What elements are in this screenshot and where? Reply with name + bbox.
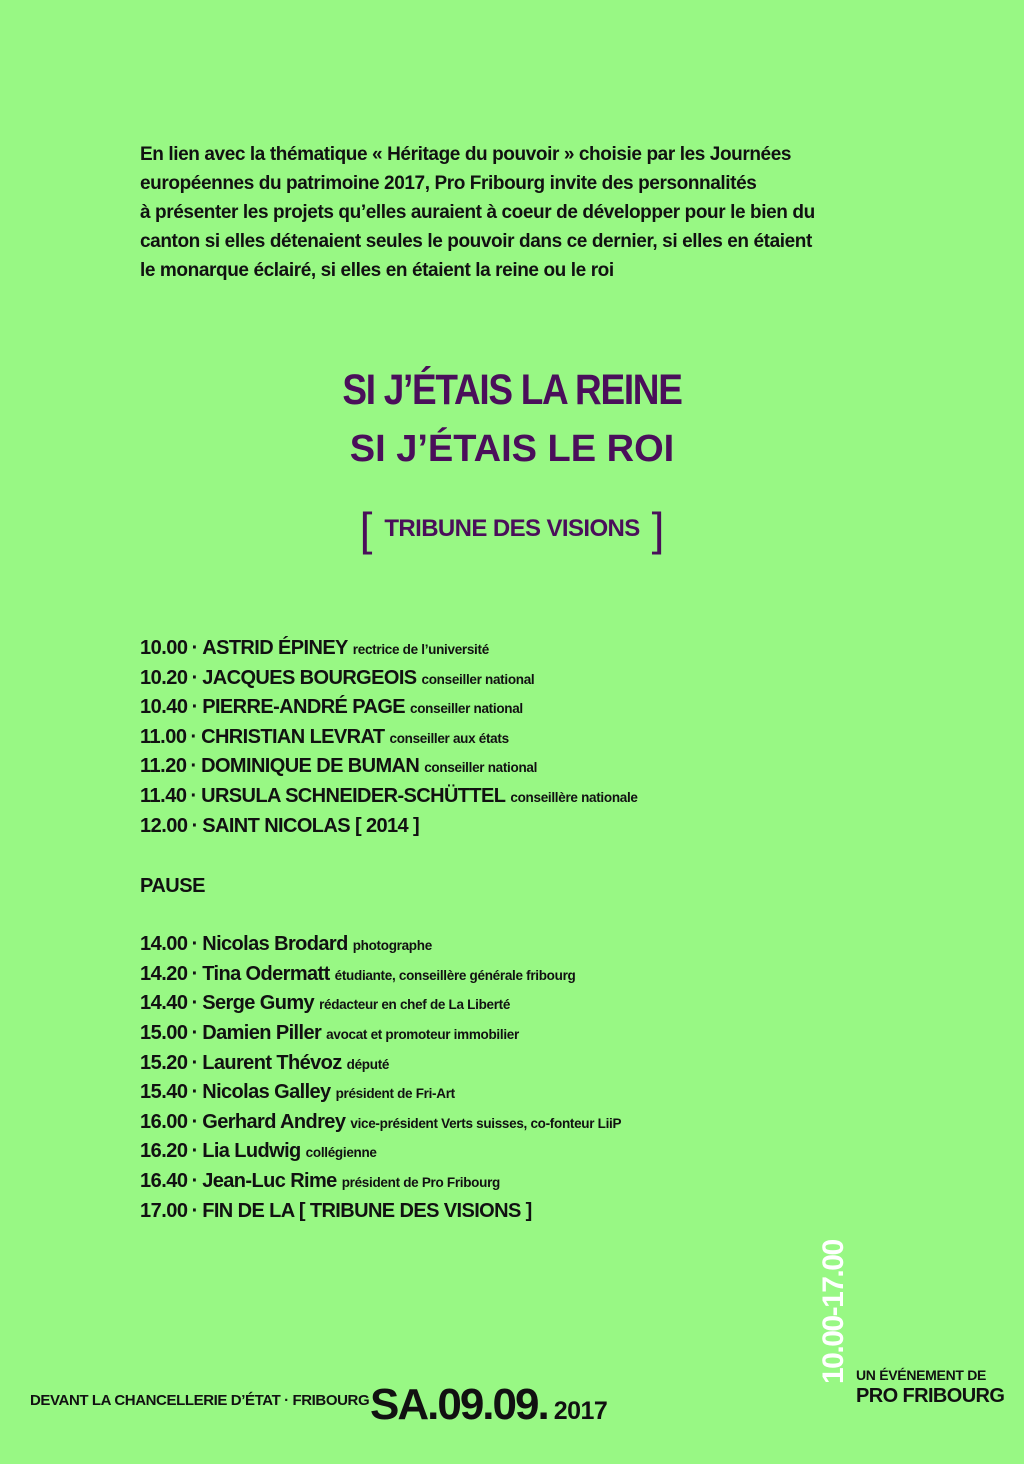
schedule-separator: · (191, 666, 199, 689)
intro-line: à présenter les projets qu’elles auraient à coeur de développer pour le bien du (140, 202, 815, 223)
speaker-role: étudiante, conseillère générale fribourg (334, 967, 576, 983)
schedule-time: 15.40 (140, 1081, 188, 1104)
schedule-time: 10.40 (140, 696, 188, 719)
speaker-name: Laurent Thévoz (202, 1051, 342, 1074)
schedule-separator: · (191, 1199, 199, 1222)
speaker-role: conseillère nationale (510, 789, 638, 805)
schedule-time: 16.20 (140, 1140, 188, 1163)
schedule-row (140, 782, 840, 812)
schedule-separator: · (190, 755, 198, 778)
schedule-separator: · (191, 933, 199, 956)
speaker-name: Jean-Luc Rime (202, 1169, 337, 1192)
intro-line: le monarque éclairé, si elles en étaient la reine ou le roi (140, 260, 614, 281)
speaker-role: conseiller aux états (389, 730, 509, 746)
schedule-time: 11.40 (140, 784, 187, 807)
schedule-row (140, 1108, 840, 1138)
speaker-name: ASTRID ÉPINEY (202, 637, 348, 659)
organizer-intro: UN ÉVÉNEMENT DE (856, 1367, 987, 1383)
schedule-separator: · (191, 962, 199, 985)
schedule-row (140, 1137, 840, 1167)
schedule-time: 14.00 (140, 933, 188, 956)
speaker-name: Damien Piller (202, 1021, 322, 1044)
schedule-separator: · (191, 1051, 199, 1074)
speaker-role: vice-président Verts suisses, co-fonteur LiiP (350, 1115, 622, 1131)
schedule-row (140, 989, 840, 1019)
title-roi: SI J’ÉTAIS LE ROI (349, 428, 675, 470)
schedule-time: 14.40 (140, 992, 188, 1015)
schedule-row (140, 693, 840, 723)
organizer (856, 1366, 1004, 1408)
event-date (370, 1380, 607, 1430)
speaker-name: Tina Odermatt (202, 962, 330, 985)
schedule-row (140, 812, 840, 842)
schedule-row (140, 752, 840, 782)
speaker-name: URSULA SCHNEIDER-SCHÜTTEL (201, 784, 506, 807)
schedule-separator: · (191, 696, 199, 719)
hours-vertical: 10.00-17.00 (817, 1240, 850, 1384)
schedule-row (140, 664, 840, 694)
schedule-row (140, 1197, 840, 1227)
schedule-row (140, 1049, 840, 1079)
intro-line: canton si elles détenaient seules le pouvoir dans ce dernier, si elles en étaient (140, 231, 812, 252)
organizer-name: PRO FRIBOURG (856, 1385, 1005, 1407)
title-reine: SI J’ÉTAIS LA REINE (342, 366, 682, 414)
speaker-role: rectrice de l’université (352, 642, 489, 657)
schedule-time: 16.40 (140, 1169, 188, 1192)
speaker-name: Nicolas Brodard (202, 933, 348, 956)
speaker-role: président de Fri-Art (335, 1086, 455, 1102)
schedule-separator: · (191, 637, 199, 659)
location-label: DEVANT LA CHANCELLERIE D’ÉTAT · FRIBOURG (30, 1392, 370, 1409)
schedule-time: 11.20 (140, 755, 187, 778)
schedule-time: 17.00 (140, 1199, 188, 1222)
schedule-row (140, 723, 840, 753)
schedule-row (140, 1078, 840, 1108)
intro-paragraph (140, 140, 880, 285)
schedule-separator: · (191, 1110, 199, 1133)
speaker-name: SAINT NICOLAS [ 2014 ] (202, 814, 420, 837)
speaker-role: conseiller national (410, 701, 523, 717)
morning-schedule (140, 634, 840, 841)
schedule-separator: · (191, 1140, 199, 1163)
speaker-name: CHRISTIAN LEVRAT (201, 725, 385, 748)
pause-label: PAUSE (140, 875, 205, 898)
date-year: 2017 (553, 1397, 608, 1425)
schedule-separator: · (191, 1169, 199, 1192)
schedule-separator: · (191, 1081, 199, 1104)
speaker-role: conseiller national (421, 671, 535, 687)
schedule-separator: · (191, 814, 199, 837)
speaker-role: avocat et promoteur immobilier (326, 1026, 519, 1042)
speaker-role: photographe (352, 938, 432, 954)
schedule-time: 10.00 (140, 637, 188, 659)
speaker-name: DOMINIQUE DE BUMAN (201, 755, 420, 778)
schedule-time: 15.20 (140, 1051, 188, 1074)
intro-line: En lien avec la thématique « Héritage du pouvoir » choisie par les Journées (140, 144, 792, 165)
speaker-name: JACQUES BOURGEOIS (202, 666, 417, 689)
speaker-role: rédacteur en chef de La Liberté (319, 997, 511, 1013)
speaker-name: Gerhard Andrey (202, 1110, 346, 1133)
bracket-open: [ (359, 503, 373, 555)
schedule-separator: · (191, 992, 199, 1015)
speaker-role: député (346, 1056, 390, 1072)
schedule-row (140, 930, 840, 960)
schedule-separator: · (190, 784, 198, 807)
schedule-separator: · (191, 1021, 199, 1044)
date-day: SA.09.09. (370, 1380, 548, 1429)
schedule-time: 12.00 (140, 814, 188, 837)
schedule-row (140, 1167, 840, 1197)
schedule-row (140, 960, 840, 990)
speaker-name: FIN DE LA [ TRIBUNE DES VISIONS ] (202, 1199, 532, 1222)
schedule-time: 16.00 (140, 1110, 188, 1133)
afternoon-schedule (140, 930, 840, 1226)
schedule-separator: · (190, 725, 198, 748)
speaker-name: Lia Ludwig (202, 1140, 301, 1163)
tribune-label: TRIBUNE DES VISIONS (384, 515, 640, 542)
speaker-name: Nicolas Galley (202, 1081, 331, 1104)
schedule-time: 11.00 (140, 725, 187, 748)
intro-line: européennes du patrimoine 2017, Pro Fribourg invite des personnalités (140, 173, 757, 194)
schedule-time: 15.00 (140, 1021, 188, 1044)
schedule-row (140, 634, 840, 664)
bracket-close: ] (651, 503, 665, 555)
speaker-role: conseiller national (424, 760, 538, 776)
speaker-name: Serge Gumy (202, 992, 315, 1015)
speaker-role: collégienne (305, 1145, 377, 1161)
schedule-time: 10.20 (140, 666, 188, 689)
schedule (140, 634, 840, 1226)
speaker-role: président de Pro Fribourg (341, 1174, 500, 1190)
tribune-subtitle (0, 502, 1024, 556)
schedule-row (140, 1019, 840, 1049)
speaker-name: PIERRE-ANDRÉ PAGE (202, 696, 406, 719)
schedule-time: 14.20 (140, 962, 188, 985)
